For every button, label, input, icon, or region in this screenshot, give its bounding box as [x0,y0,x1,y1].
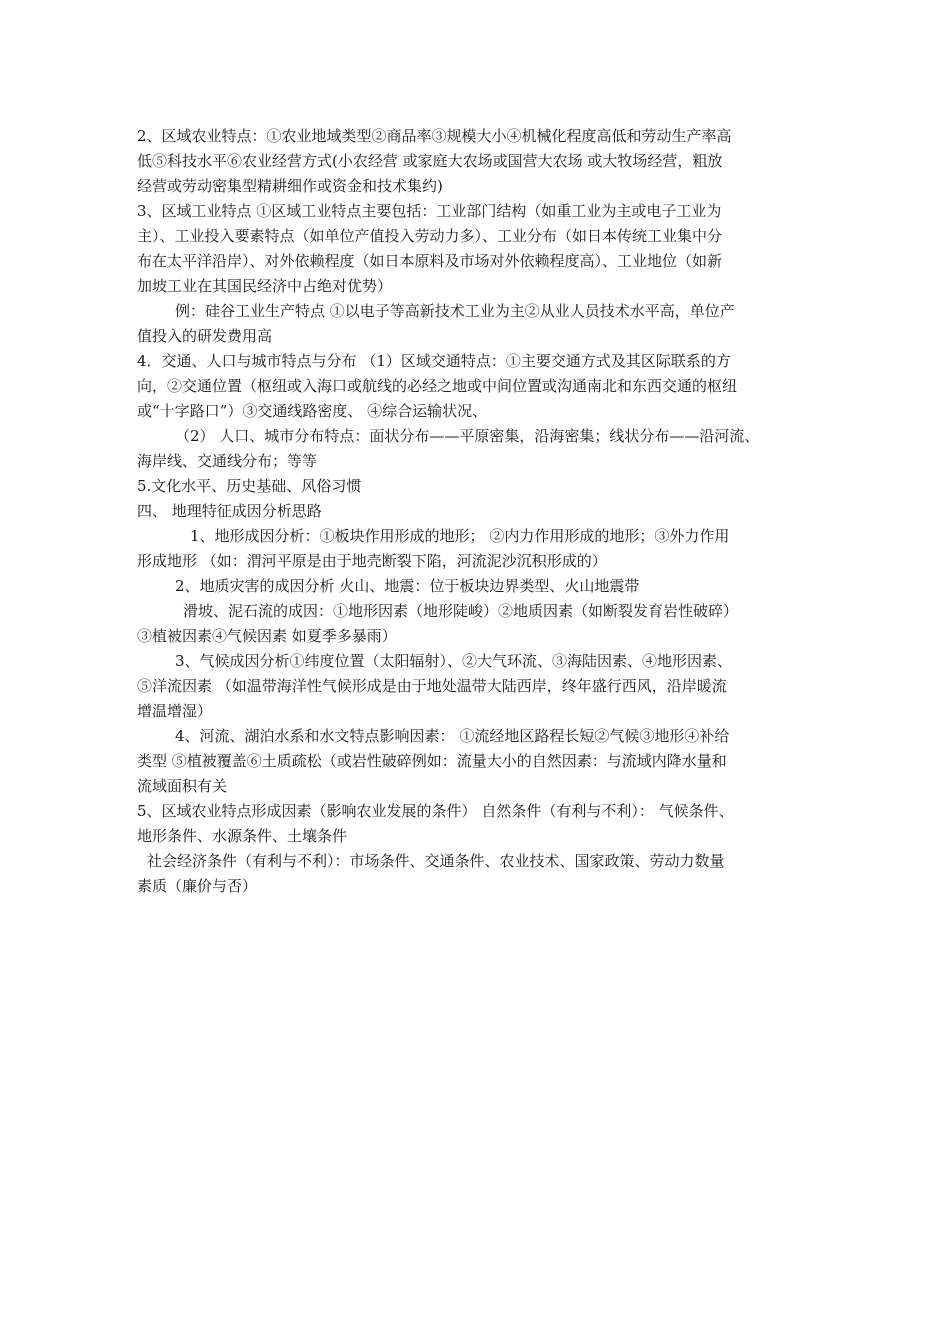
text-line-30: 社会经济条件（有利与不利）：市场条件、交通条件、农业技术、国家政策、劳动力数量 [147,852,725,870]
text-line-31: 素质（廉价与否） [137,877,258,895]
text-line-19: 2、地质灾害的成因分析 火山、地震：位于板块边界类型、火山地震带 [175,577,640,595]
text-line-8: 例：硅谷工业生产特点 ①以电子等高新技术工业为主②从业人员技术水平高，单位产 [175,302,735,320]
text-line-2: 低⑤科技水平⑥农业经营方式(小农经营 或家庭大农场或国营大农场 或大牧场经营，粗放 [137,152,723,170]
text-line-18: 形成地形 （如：渭河平原是由于地壳断裂下陷，河流泥沙沉积形成的） [137,552,607,570]
text-line-27: 流域面积有关 [137,777,228,795]
text-line-20: 滑坡、泥石流的成因：①地形因素（地形陡峻）②地质因素（如断裂发育岩性破碎） [183,602,739,620]
text-line-21: ③植被因素④气候因素 如夏季多暴雨） [137,627,397,645]
text-line-25: 4、河流、湖泊水系和水文特点影响因素： ①流经地区路程长短②气候③地形④补给 [175,727,730,745]
text-line-22: 3、气候成因分析①纬度位置（太阳辐射）、②大气环流、③海陆因素、④地形因素、 [175,652,733,670]
text-line-28: 5、区域农业特点形成因素（影响农业发展的条件） 自然条件（有利与不利）： 气候条件、 [137,802,734,820]
text-line-10: 4．交通、人口与城市特点与分布 （1）区域交通特点：①主要交通方式及其区际联系的方 [137,352,731,370]
text-line-6: 布在太平洋沿岸）、对外依赖程度（如日本原料及市场对外依赖程度高）、工业地位（如新 [137,252,723,270]
text-line-17: 1、地形成因分析：①板块作用形成的地形； ②内力作用形成的地形；③外力作用 [190,527,730,545]
text-line-26: 类型 ⑤植被覆盖⑥土质疏松（或岩性破碎例如：流量大小的自然因素：与流域内降水量和 [137,752,727,770]
text-line-3: 经营或劳动密集型精耕细作或资金和技术集约) [137,177,443,195]
text-line-23: ⑤洋流因素 （如温带海洋性气候形成是由于地处温带大陆西岸，终年盛行西风，沿岸暖流 [137,677,727,695]
text-line-11: 向，②交通位置（枢纽或入海口或航线的必经之地或中间位置或沟通南北和东西交通的枢纽 [137,377,738,395]
text-line-7: 加坡工业在其国民经济中占绝对优势） [137,277,393,295]
text-line-16: 四、 地理特征成因分析思路 [137,502,322,520]
text-line-14: 海岸线、交通线分布；等等 [137,452,318,470]
text-line-4: 3、区域工业特点 ①区域工业特点主要包括：工业部门结构（如重工业为主或电子工业为 [137,202,722,220]
text-line-5: 主）、工业投入要素特点（如单位产值投入劳动力多）、工业分布（如日本传统工业集中分 [137,227,723,245]
text-line-12: 或“十字路口”）③交通线路密度、 ④综合运输状况、 [137,402,488,420]
text-line-29: 地形条件、水源条件、土壤条件 [137,827,348,845]
text-line-13: （2） 人口、城市分布特点：面状分布——平原密集，沿海密集；线状分布——沿河流、 [175,427,760,445]
text-line-9: 值投入的研发费用高 [137,327,273,345]
text-line-15: 5.文化水平、历史基础、风俗习惯 [137,477,362,495]
text-line-24: 增温增湿） [137,702,213,720]
text-line-1: 2、区域农业特点：①农业地域类型②商品率③规模大小④机械化程度高低和劳动生产率高 [137,127,732,145]
